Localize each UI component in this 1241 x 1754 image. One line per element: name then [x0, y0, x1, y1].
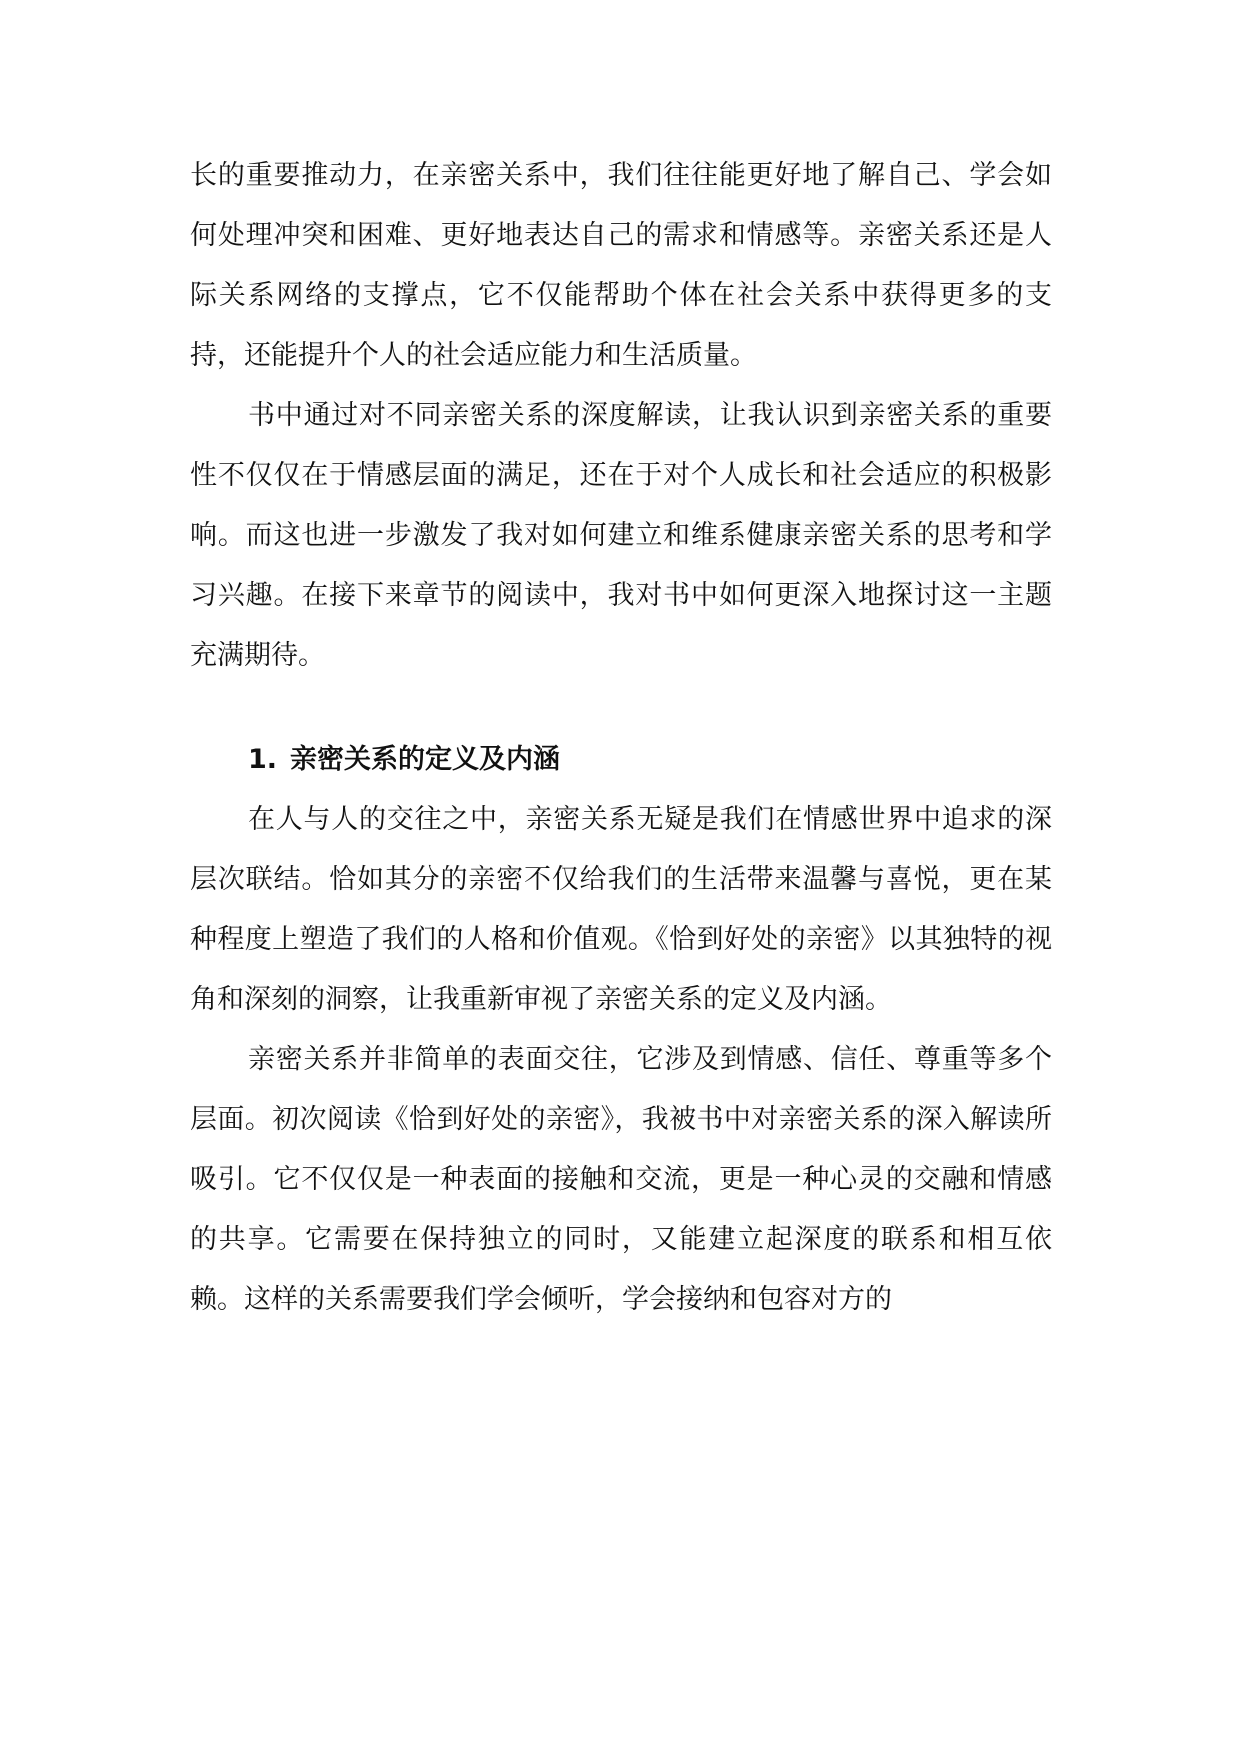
summary-paragraph: 书中通过对不同亲密关系的深度解读，让我认识到亲密关系的重要性不仅仅在于情感层面的满足，还在于对个人成长和社会适应的积极影响。而这也进一步激发了我对如何建立和维系健康亲密关系的思考和学习兴趣。在接下来章节的阅读中，我对书中如何更深入地探讨这一主题充满期待。: [190, 400, 1052, 671]
document-body: [190, 146, 1052, 1330]
section-number: 1.: [248, 744, 278, 775]
section-paragraph-2: 亲密关系并非简单的表面交往，它涉及到情感、信任、尊重等多个层面。初次阅读《恰到好处的亲密》，我被书中对亲密关系的深入解读所吸引。它不仅仅是一种表面的接触和交流，更是一种心灵的交融和情感的共享。它需要在保持独立的同时，又能建立起深度的联系和相互依赖。这样的关系需要我们学会倾听，学会接纳和包容对方的: [190, 1044, 1052, 1315]
section-heading: [190, 730, 1052, 790]
section-title: 亲密关系的定义及内涵: [290, 744, 560, 775]
continuation-paragraph: 长的重要推动力，在亲密关系中，我们往往能更好地了解自己、学会如何处理冲突和困难、更好地表达自己的需求和情感等。亲密关系还是人际关系网络的支撑点，它不仅能帮助个体在社会关系中获得更多的支持，还能提升个人的社会适应能力和生活质量。: [190, 160, 1052, 371]
section-paragraph-1: 在人与人的交往之中，亲密关系无疑是我们在情感世界中追求的深层次联结。恰如其分的亲密不仅给我们的生活带来温馨与喜悦，更在某种程度上塑造了我们的人格和价值观。《恰到好处的亲密》以其独特的视角和深刻的洞察，让我重新审视了亲密关系的定义及内涵。: [190, 804, 1052, 1015]
